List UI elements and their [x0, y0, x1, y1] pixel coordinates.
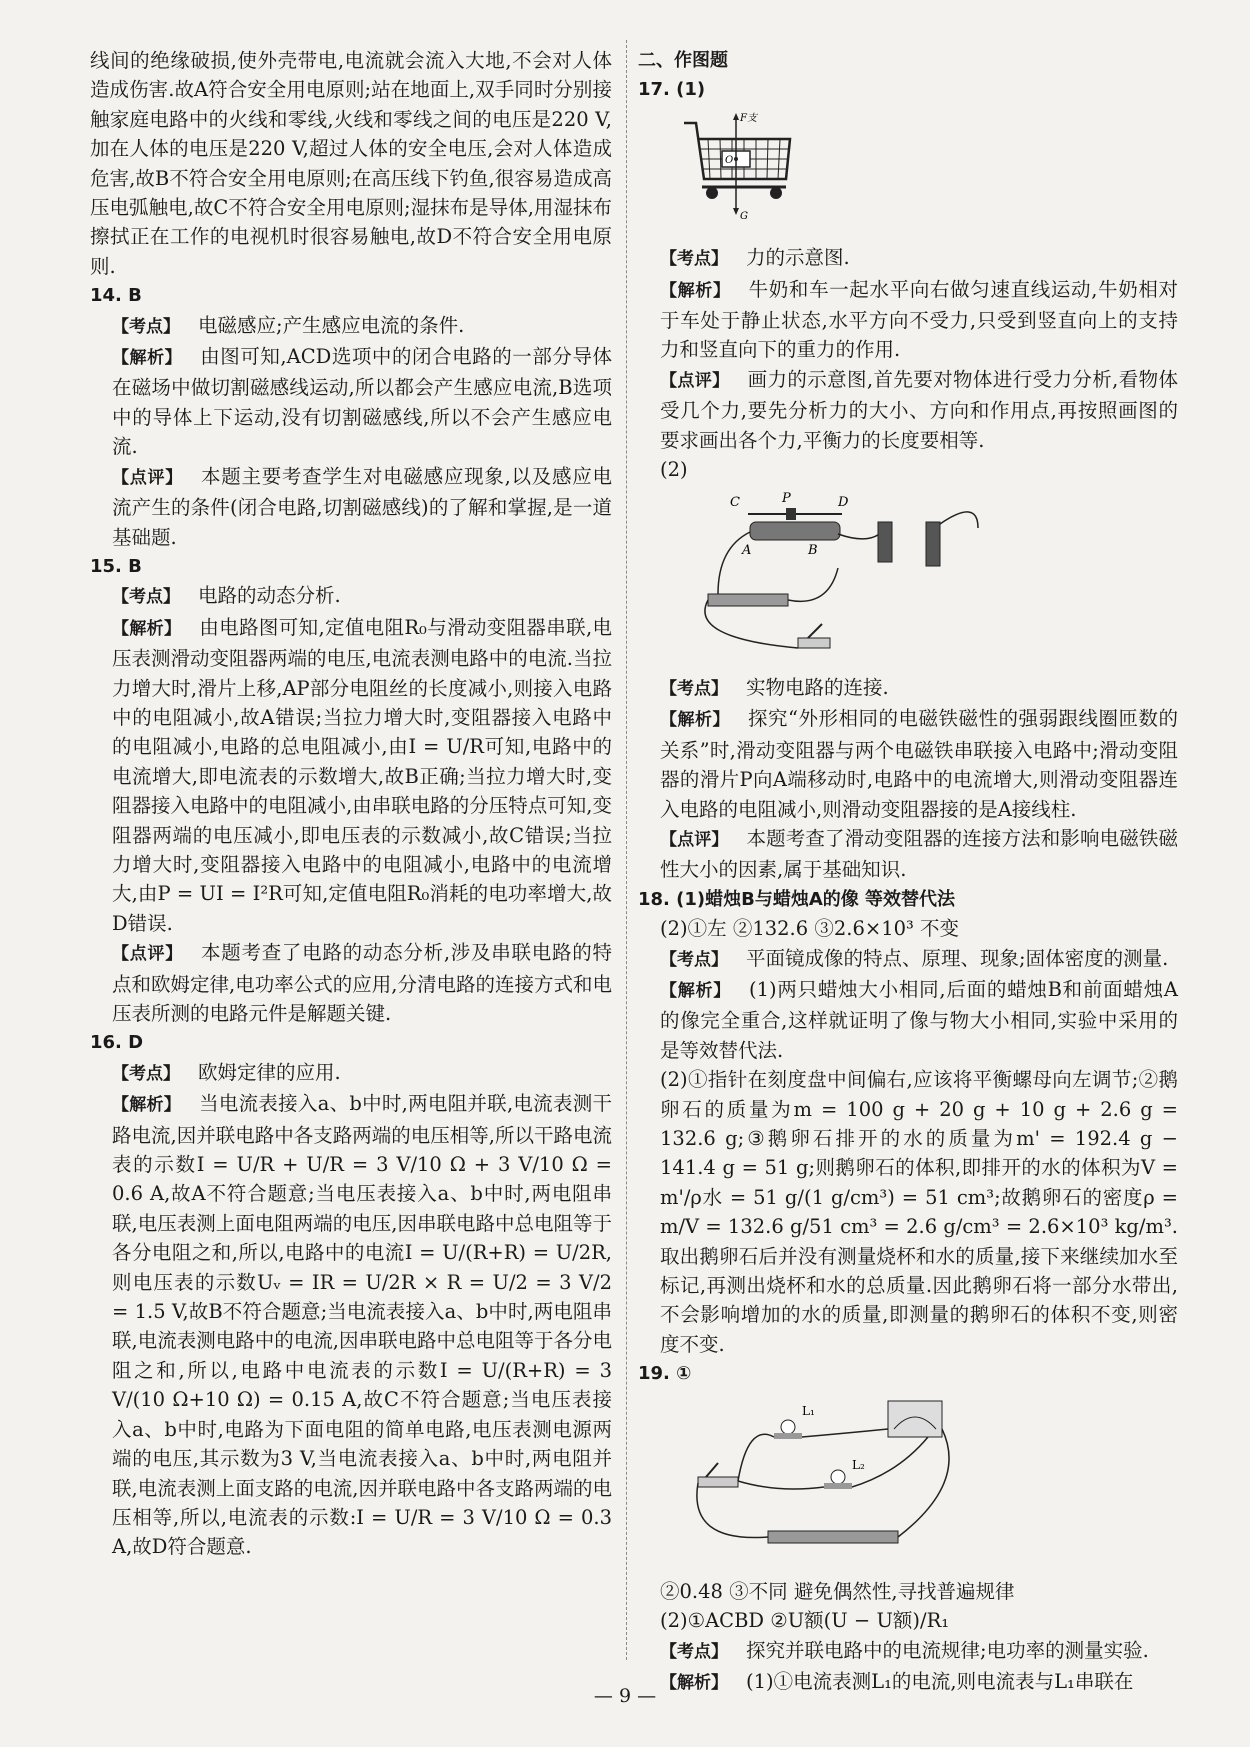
annotation-line: [90, 938, 612, 1028]
paragraph: (2): [660, 458, 688, 482]
annotation-tag: 【解析】: [112, 1095, 182, 1116]
annotation-text: 平面镜成像的特点、原理、现象;固体密度的测量.: [746, 946, 1169, 970]
annotation-line: [638, 944, 1178, 975]
annotation-line: [638, 365, 1178, 455]
page-number: — 9 —: [593, 1685, 657, 1707]
annotation-tag: 【解析】: [112, 618, 182, 639]
annotation-line: [90, 462, 612, 552]
shopping-cart-diagram: [678, 109, 798, 229]
annotation-tag: 【考点】: [660, 249, 728, 270]
parallel-circuit-figure: [678, 1393, 1178, 1571]
annotation-text: 画力的示意图,首先要对物体进行受力分析,看物体受几个力,要先分析力的大小、方向和作用点,再按照画图的要求画出各个力,平衡力的长度要相等.: [660, 367, 1179, 452]
electromagnet-circuit-diagram: [678, 488, 1008, 658]
paragraph: ②0.48 ③不同 避免偶然性,寻找普遍规律: [660, 1580, 1015, 1604]
annotation-line: [90, 342, 612, 462]
question-answer: 15. B: [90, 555, 142, 577]
annotation-tag: 【考点】: [660, 949, 728, 970]
annotation-line: [90, 1058, 612, 1089]
left-column: [90, 46, 612, 1562]
paragraph: (2)①指针在刻度盘中间偏右,应该将平衡螺母向左调节;②鹅卵石的质量为m = 100 g + 20 g + 10 g + 2.6 g = 132.6 g;③鹅卵石排开的水的质量为m' = 192.4 g − 141.4 g = 51 g;则鹅卵石的体积,即排开的水的体积为V = m'/ρ水 = 51 g/(1 g/cm³) = 51 cm³;故鹅卵石的密度ρ = m/V = 132.6 g/51 cm³ = 2.6 g/cm³ = 2.6×10³ kg/m³.取出鹅卵石后并没有测量烧杯和水的质量,接下来继续加水至标记,再测出烧杯和水的总质量.因此鹅卵石将一部分水带出,不会影响增加的水的质量,即测量的鹅卵石的体积不变,则密度不变.: [660, 1068, 1178, 1356]
paragraph: (2)①左 ②132.6 ③2.6×10³ 不变: [660, 917, 960, 941]
force-support-label: F支: [740, 112, 757, 124]
gravity-label: G: [740, 210, 748, 222]
annotation-text: 探究并联电路中的电流规律;电功率的测量实验.: [746, 1638, 1149, 1662]
annotation-tag: 【考点】: [112, 316, 180, 337]
annotation-text: (1)①电流表测L₁的电流,则电流表与L₁串联在: [746, 1670, 1134, 1694]
annotation-line: [638, 275, 1178, 365]
lamp-l1-label: L₁: [802, 1403, 815, 1418]
annotation-text: 探究“外形相同的电磁铁磁性的强弱跟线圈匝数的关系”时,滑动变阻器与两个电磁铁串联接入电路中;滑动变阻器的滑片P向A端移动时,电路中的电流增大,则滑动变阻器连入电路的电阻减小,则滑动变阻器接的是A接线柱.: [660, 707, 1178, 821]
paragraph: 线间的绝缘破损,使外壳带电,电流就会流入大地,不会对人体造成伤害.故A符合安全用电原则;站在地面上,双手同时分别接触家庭电路中的火线和零线,火线和零线之间的电压是220 V,加在人体的电压是220 V,超过人体的安全电压,会对人体造成危害,故B不符合安全用电原则;在高压线下钓鱼,很容易造成高压电弧触电,故C不符合安全用电原则;湿抹布是导体,用湿抹布擦拭正在工作的电视机时很容易触电,故D不符合安全用电原则.: [90, 49, 612, 278]
annotation-line: [90, 311, 612, 342]
question-answer: 16. D: [90, 1032, 144, 1054]
question-answer: 17. (1): [638, 79, 706, 101]
paragraph: (2)①ACBD ②U额(U − U额)/R₁: [660, 1609, 950, 1633]
annotation-line: [638, 704, 1178, 824]
annotation-text: 本题主要考查学生对电磁感应现象,以及感应电流产生的条件(闭合电路,切割磁感线)的了解和掌握,是一道基础题.: [112, 464, 612, 549]
annotation-text: (1)两只蜡烛大小相同,后面的蜡烛B和前面蜡烛A的像完全重合,这样就证明了像与物大小相同,实验中采用的是等效替代法.: [660, 977, 1179, 1062]
annotation-tag: 【解析】: [660, 710, 731, 731]
lamp-l2-label: L₂: [852, 1457, 865, 1472]
terminal-d-label: D: [838, 495, 849, 511]
annotation-tag: 【考点】: [112, 1063, 180, 1084]
annotation-tag: 【点评】: [660, 829, 729, 850]
terminal-b-label: B: [808, 543, 818, 559]
annotation-tag: 【点评】: [112, 944, 183, 965]
right-column: [638, 46, 1178, 1699]
question-answer: 14. B: [90, 285, 142, 307]
annotation-line: [638, 975, 1178, 1065]
annotation-text: 当电流表接入a、b中时,两电阻并联,电流表测干路电流,因并联电路中各支路两端的电压相等,所以干路电流表的示数I = U/R + U/R = 3 V/10 Ω + 3 V/10 Ω = 0.6 A,故A不符合题意;当电压表接入a、b中时,两电阻串联,电压表测上面电阻两端的电压,因串联电路中总电阻等于各分电阻之和,所以,电路中的电流I = U/(R+R) = U/2R,则电压表的示数Uᵥ = IR = U/2R × R = U/2 = 3 V/2 = 1.5 V,故B不符合题意;当电流表接入a、b中时,两电阻串联,电流表测电路中的电流,因串联电路中总电阻等于各分电阻之和,所以,电路中电流表的示数I = U/(R+R) = 3 V/(10 Ω+10 Ω) = 0.15 A,故C不符合题意;当电压表接入a、b中时,电路为下面电阻的简单电路,电压表测电源两端的电压,其示数为3 V,当电流表接入a、b中时,两电阻并联,电流表测上面支路的电流,因并联电路中各支路两端的电压相等,所以,电流表的示数:I = U/R = 3 V/10 Ω = 0.3 A,故D符合题意.: [112, 1092, 612, 1559]
annotation-text: 电路的动态分析.: [198, 584, 341, 608]
annotation-tag: 【点评】: [112, 467, 183, 488]
question-answer: 19. ①: [638, 1363, 692, 1385]
annotation-line: [638, 243, 1178, 274]
annotation-line: [90, 1089, 612, 1562]
section-heading: 二、作图题: [638, 50, 728, 71]
electromagnet-circuit-figure: [678, 488, 1178, 666]
terminal-a-label: A: [742, 543, 752, 559]
annotation-text: 本题考查了滑动变阻器的连接方法和影响电磁铁磁性大小的因素,属于基础知识.: [660, 826, 1178, 882]
annotation-tag: 【解析】: [660, 980, 732, 1001]
annotation-tag: 【解析】: [112, 348, 183, 369]
annotation-line: [638, 824, 1178, 885]
annotation-tag: 【解析】: [660, 280, 731, 301]
column-divider: [626, 40, 627, 1660]
annotation-tag: 【考点】: [112, 587, 180, 608]
slider-p-label: P: [782, 491, 791, 507]
center-o-label: O: [725, 154, 734, 166]
annotation-text: 由图可知,ACD选项中的闭合电路的一部分导体在磁场中做切割磁感线运动,所以都会产生感应电流,B选项中的导体上下运动,没有切割磁感线,所以不会产生感应电流.: [112, 345, 613, 459]
parallel-circuit-diagram: [678, 1393, 1008, 1563]
annotation-text: 牛奶和车一起水平向右做匀速直线运动,牛奶相对于车处于静止状态,水平方向不受力,只受到竖直向上的支持力和竖直向下的重力的作用.: [660, 277, 1178, 362]
annotation-text: 本题考查了电路的动态分析,涉及串联电路的特点和欧姆定律,电功率公式的应用,分清电路的连接方式和电压表所测的电路元件是解题关键.: [112, 941, 612, 1025]
question-answer: 18. (1)蜡烛B与蜡烛A的像 等效替代法: [638, 888, 956, 910]
annotation-tag: 【考点】: [660, 678, 728, 699]
annotation-text: 欧姆定律的应用.: [198, 1060, 341, 1084]
annotation-tag: 【解析】: [660, 1673, 728, 1694]
annotation-line: [638, 673, 1178, 704]
annotation-tag: 【点评】: [660, 370, 730, 391]
annotation-line: [638, 1636, 1178, 1667]
annotation-text: 电磁感应;产生感应电流的条件.: [198, 313, 465, 337]
terminal-c-label: C: [730, 495, 740, 511]
annotation-text: 力的示意图.: [746, 246, 850, 270]
annotation-text: 实物电路的连接.: [746, 675, 889, 699]
annotation-tag: 【考点】: [660, 1641, 728, 1662]
annotation-line: [90, 581, 612, 612]
annotation-line: [90, 613, 612, 938]
shopping-cart-figure: [678, 109, 1178, 237]
annotation-text: 由电路图可知,定值电阻R₀与滑动变阻器串联,电压表测滑动变阻器两端的电压,电流表测电路中的电流.当拉力增大时,滑片上移,AP部分电阻丝的长度减小,则接入电路中的电阻减小,故A错误;当拉力增大时,变阻器接入电路中的电阻减小,电路的总电阻减小,由I = U/R可知,电路中的电流增大,即电流表的示数增大,故B正确;当拉力增大时,变阻器接入电路中的电阻减小,由串联电路的分压特点可知,变阻器两端的电压减小,即电压表的示数减小,故C错误;当拉力增大时,变阻器接入电路中的电阻减小,电路中的电流增大,由P = UI = I²R可知,定值电阻R₀消耗的电功率增大,故D错误.: [112, 615, 612, 935]
